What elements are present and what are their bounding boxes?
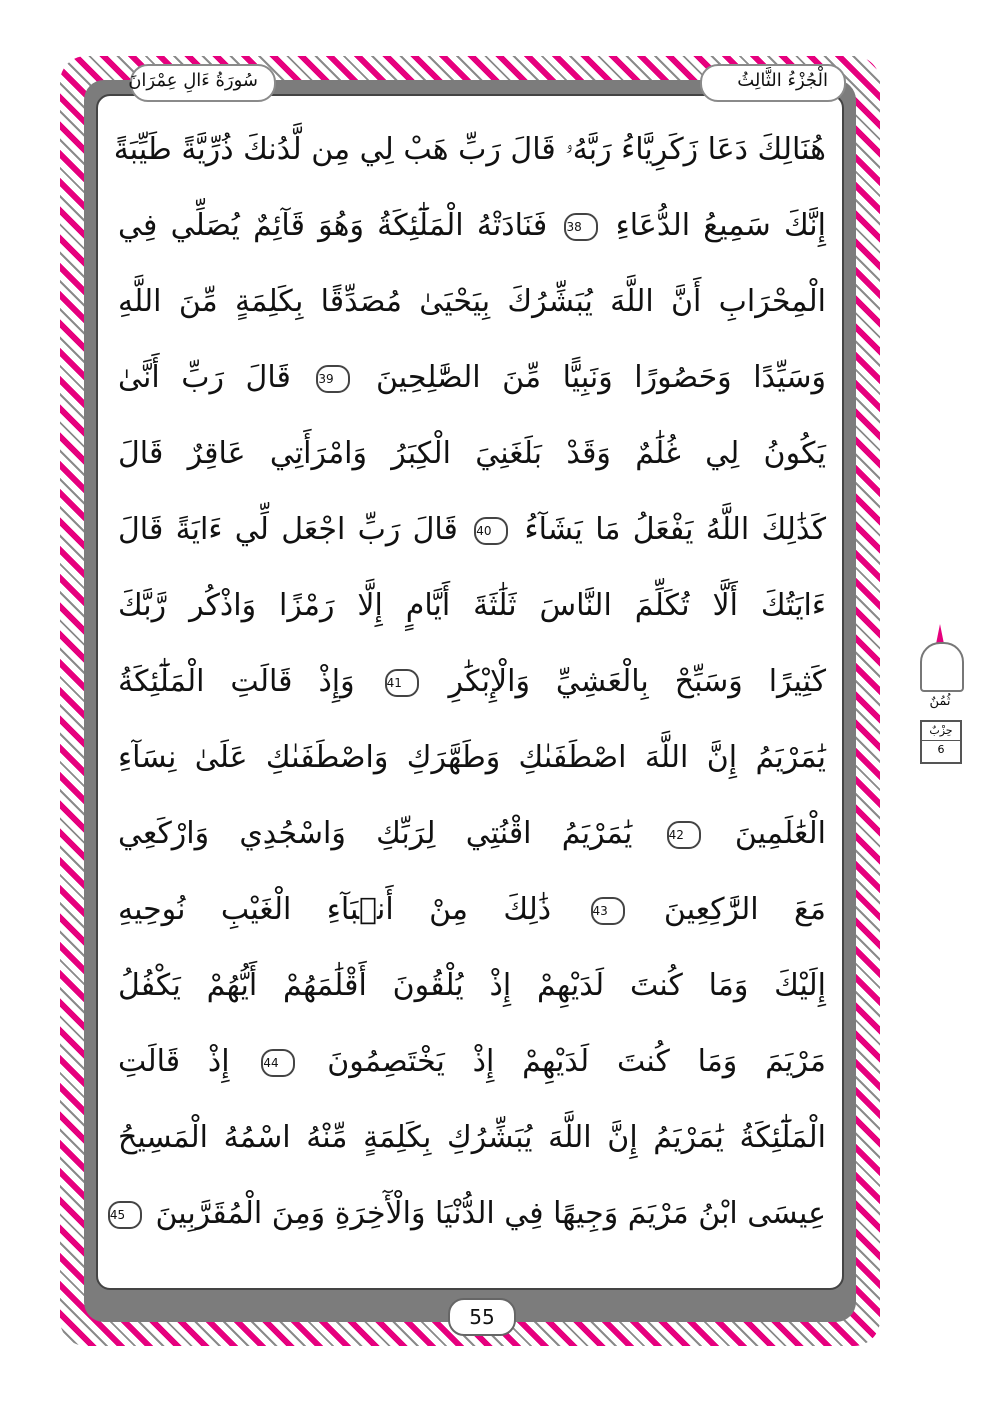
- verse-text: هُنَالِكَ دَعَا زَكَرِيَّاءُ رَبَّهُۥ قَالَ رَبِّ هَبْ لِي مِن لَّدُنكَ ذُرِّيَّةً طَيِّبَةً: [113, 132, 826, 167]
- verse-line: [118, 576, 826, 636]
- verse-line: [113, 120, 826, 180]
- verse-text: ءَايَتُكَ أَلَّا تُكَلِّمَ النَّاسَ ثَلَٰثَةَ أَيَّامٍ إِلَّا رَمْزًا وَاذْكُر رَّبَّكَ: [118, 588, 826, 623]
- marker-dome-icon: [920, 642, 964, 692]
- verse-text: كَذَٰلِكَ اللَّهُ يَفْعَلُ مَا يَشَآءُ: [524, 512, 826, 547]
- verse-text: إِذْ قَالَتِ: [118, 1044, 230, 1079]
- verse-line: [118, 880, 826, 940]
- verse-line: [118, 652, 826, 712]
- hizb-quarter-marker: [916, 624, 964, 764]
- verse-text: الْمِحْرَابِ أَنَّ اللَّهَ يُبَشِّرُكَ بِيَحْيَىٰ مُصَدِّقًا بِكَلِمَةٍ مِّنَ اللَّهِ: [118, 284, 826, 319]
- ayah-number-marker: 39: [316, 365, 350, 393]
- verse-text: عِيسَى ابْنُ مَرْيَمَ وَجِيهًا فِي الدُّنْيَا وَالْأٓخِرَةِ وَمِنَ الْمُقَرَّبِينَ: [155, 1196, 826, 1231]
- verse-text: يَٰمَرْيَمُ اقْنُتِي لِرَبِّكِ وَاسْجُدِي وَارْكَعِي: [118, 816, 633, 851]
- verse-line: [118, 804, 826, 864]
- verse-text: وَسَيِّدًا وَحَصُورًا وَنَبِيًّا مِّنَ الصَّٰلِحِينَ: [375, 360, 826, 395]
- verse-text: يَٰمَرْيَمُ إِنَّ اللَّهَ اصْطَفَىٰكِ وَطَهَّرَكِ وَاصْطَفَىٰكِ عَلَىٰ نِسَآءِ: [118, 740, 826, 775]
- verse-line: [118, 956, 826, 1016]
- ayah-number-marker: 45: [108, 1201, 142, 1229]
- marker-spire-icon: [936, 624, 944, 644]
- verse-text: قَالَ رَبِّ أَنَّىٰ: [118, 360, 291, 395]
- verse-text: مَعَ الرَّٰكِعِينَ: [663, 892, 826, 927]
- verse-text: فَنَادَتْهُ الْمَلَٰٓئِكَةُ وَهُوَ قَآئِمٌ يُصَلِّي فِي: [118, 208, 548, 243]
- verse-text: يَكُونُ لِي غُلَٰمٌ وَقَدْ بَلَغَنِيَ الْكِبَرُ وَامْرَأَتِي عَاقِرٌ قَالَ: [118, 436, 826, 471]
- verse-line: [109, 1184, 826, 1244]
- ayah-number-marker: 40: [474, 517, 508, 545]
- verse-text: ذَٰلِكَ مِنْ أَنۢبَآءِ الْغَيْبِ نُوحِيهِ: [118, 892, 552, 927]
- verse-line: [118, 728, 826, 788]
- verse-text: وَإِذْ قَالَتِ الْمَلَٰٓئِكَةُ: [118, 664, 355, 699]
- verse-line: [118, 424, 826, 484]
- verse-line: [118, 1032, 826, 1092]
- ayah-number-marker: 38: [564, 213, 598, 241]
- verse-line: [118, 196, 826, 256]
- ayah-number-marker: 41: [385, 669, 419, 697]
- verse-text: الْعَٰلَمِينَ: [734, 816, 826, 851]
- ayah-number-marker: 43: [591, 897, 625, 925]
- verse-text: إِلَيْكَ وَمَا كُنتَ لَدَيْهِمْ إِذْ يُلْقُونَ أَقْلَٰمَهُمْ أَيُّهُمْ يَكْفُلُ: [118, 968, 826, 1003]
- verse-text: كَثِيرًا وَسَبِّحْ بِالْعَشِيِّ وَالْإِبْكَٰرِ: [448, 664, 826, 699]
- verse-line: [118, 500, 826, 560]
- verse-line: [118, 348, 826, 408]
- page-number: 55: [448, 1298, 516, 1336]
- ayah-number-marker: 44: [261, 1049, 295, 1077]
- verse-text: مَرْيَمَ وَمَا كُنتَ لَدَيْهِمْ إِذْ يَخْتَصِمُونَ: [327, 1044, 827, 1079]
- verse-line: [118, 1108, 826, 1168]
- ayah-number-marker: 42: [667, 821, 701, 849]
- verse-text: الْمَلَٰٓئِكَةُ يَٰمَرْيَمُ إِنَّ اللَّهَ يُبَشِّرُكِ بِكَلِمَةٍ مِّنْهُ اسْمُهُ الْمَسِيحُ: [118, 1120, 826, 1155]
- hizb-label: حِزْبٌ: [929, 724, 953, 737]
- surah-title: سُورَةُ ءَالِ عِمْرَانَ: [130, 64, 276, 102]
- hizb-number: 6: [922, 740, 960, 759]
- thumn-label: ثُمُنٌ: [929, 694, 951, 709]
- verse-line: [118, 272, 826, 332]
- juz-title: الْجُزْءُ الثَّالِثُ: [700, 64, 846, 102]
- hizb-box: [920, 720, 962, 764]
- verse-text: إِنَّكَ سَمِيعُ الدُّعَاءِ: [615, 208, 826, 243]
- verse-text: قَالَ رَبِّ اجْعَل لِّي ءَايَةً قَالَ: [118, 512, 458, 547]
